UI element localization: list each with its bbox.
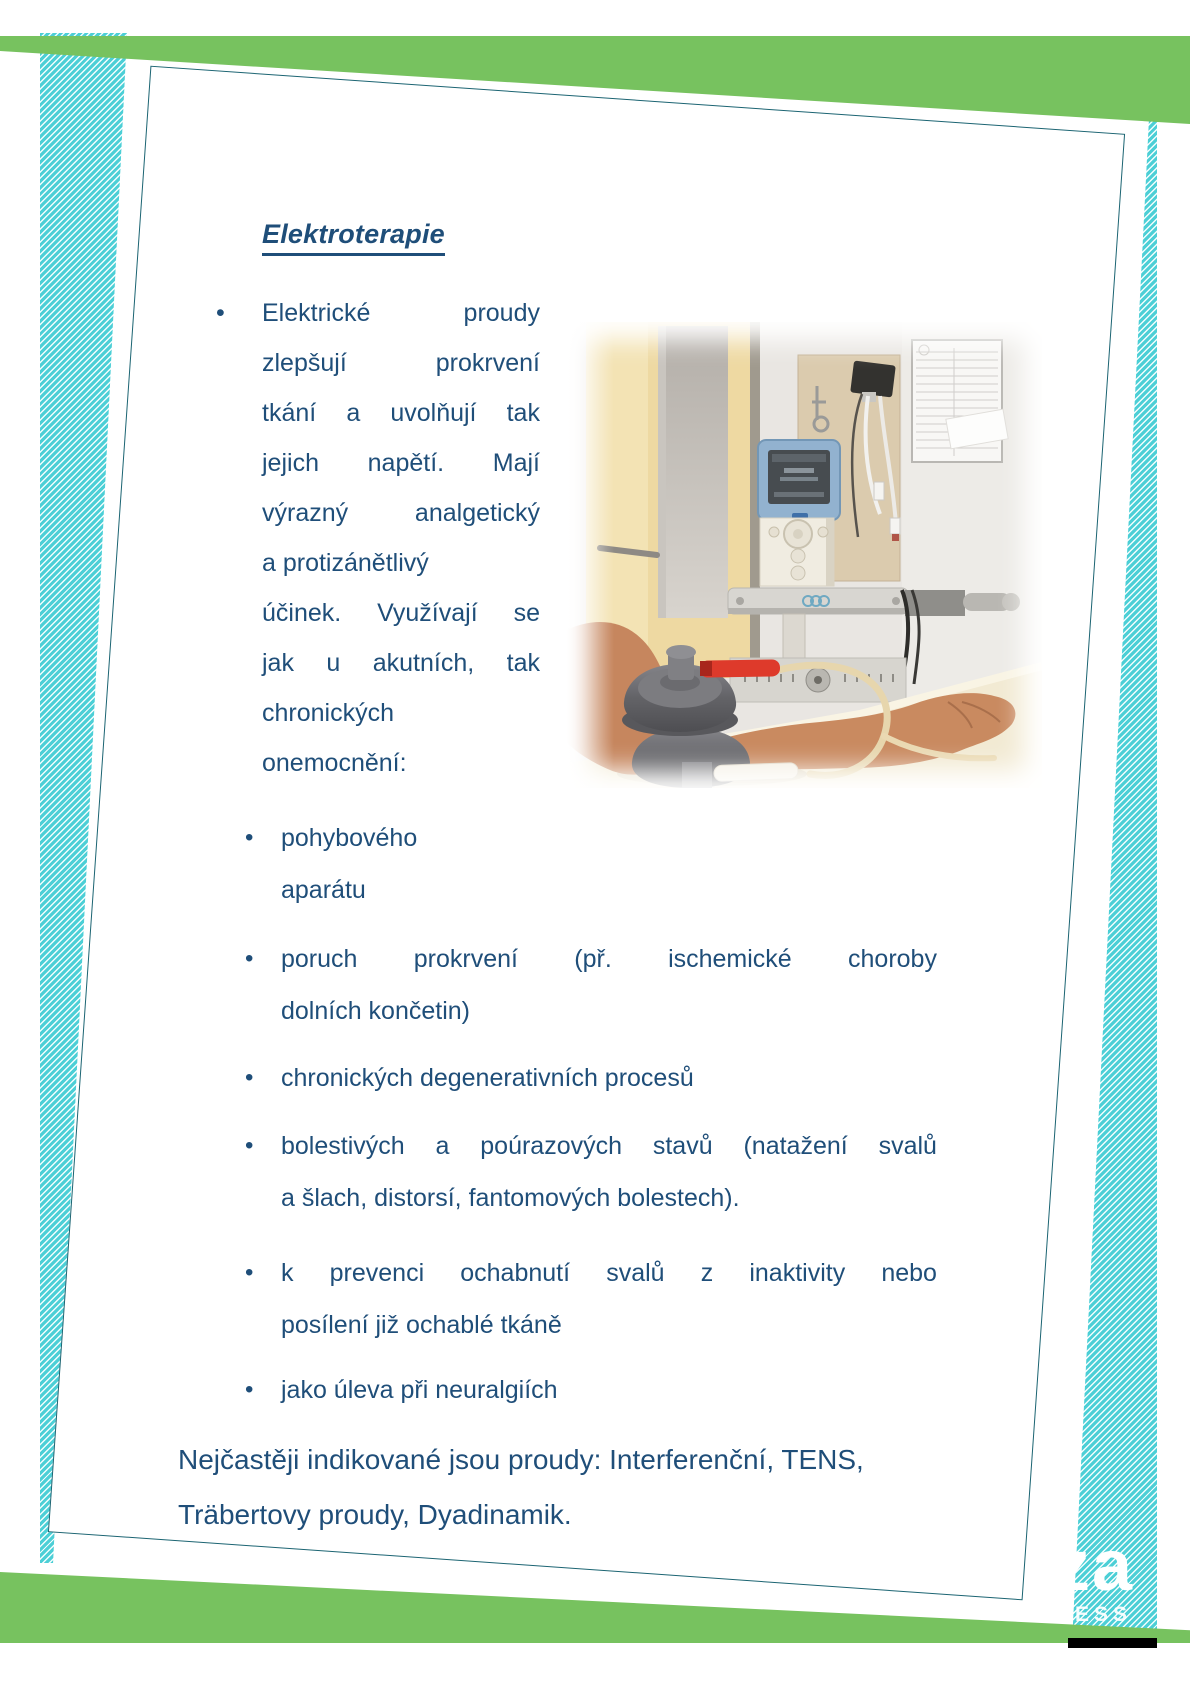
sub-bullet-line: jako úleva při neuralgiích (281, 1376, 558, 1404)
sub-bullet-text (281, 1247, 937, 1351)
sub-bullet-item (245, 933, 937, 1037)
black-bar (1068, 1638, 1157, 1648)
bullet-icon: • (245, 1132, 254, 1159)
sub-bullet-text (281, 812, 937, 916)
bullet-icon: • (245, 945, 254, 972)
bullet-icon: • (245, 1064, 254, 1091)
sub-bullet-line: poruch prokrvení (př. ischemické choroby (281, 945, 937, 973)
bullet-icon: • (216, 299, 225, 327)
intro-line: onemocnění: (262, 749, 407, 777)
intro-line: a protizánětlivý (262, 549, 429, 577)
intro-line: zlepšují prokrvení (262, 349, 540, 377)
sub-bullet-item (245, 812, 937, 916)
bullet-icon: • (245, 824, 254, 851)
bullet-icon: • (245, 1259, 254, 1286)
sub-bullet-item (245, 1120, 937, 1224)
intro-line: účinek. Využívají se (262, 599, 540, 627)
intro-text (262, 288, 540, 788)
sub-bullet-line: chronických degenerativních procesů (281, 1064, 694, 1092)
closing-line: Nejčastěji indikované jsou proudy: Interferenční, TENS, (178, 1444, 864, 1475)
page-title: Elektroterapie (262, 219, 445, 256)
closing-paragraph (178, 1432, 940, 1542)
intro-line: výrazný analgetický (262, 499, 540, 527)
watermark-logo-text: za (1053, 1526, 1134, 1606)
sub-bullet-item (245, 1364, 937, 1416)
sub-bullet-item (245, 1052, 937, 1104)
closing-line: Träbertovy proudy, Dyadinamik. (178, 1499, 572, 1530)
sub-bullet-text (281, 1364, 937, 1416)
sub-bullet-item (245, 1247, 937, 1351)
sub-bullet-text (281, 1052, 937, 1104)
watermark-logo (1008, 1526, 1178, 1640)
intro-line: tkání a uvolňují tak (262, 399, 540, 427)
intro-line: jejich napětí. Mají (262, 449, 540, 477)
sub-bullets (245, 812, 937, 1416)
sub-bullet-line: posílení již ochablé tkáně (281, 1311, 562, 1339)
intro-line: chronických (262, 699, 394, 727)
sub-bullet-line: k prevenci ochabnutí svalů z inaktivity nebo (281, 1259, 937, 1287)
bullet-icon: • (245, 1376, 254, 1403)
intro-bullet-item (216, 288, 540, 788)
sub-bullet-text (281, 933, 937, 1037)
intro-line: Elektrické proudy (262, 299, 540, 327)
sub-bullet-line: pohybového (281, 824, 418, 852)
sub-bullet-line: bolestivých a poúrazových stavů (natažení svalů (281, 1132, 937, 1160)
intro-line: jak u akutních, tak (262, 649, 540, 677)
watermark-logo-subtext: LNESS (1036, 1603, 1132, 1626)
sub-bullet-line: a šlach, distorsí, fantomových bolestech). (281, 1184, 740, 1212)
sub-bullet-line: aparátu (281, 876, 366, 904)
sub-bullet-line: dolních končetin) (281, 997, 471, 1025)
sub-bullet-text (281, 1120, 937, 1224)
